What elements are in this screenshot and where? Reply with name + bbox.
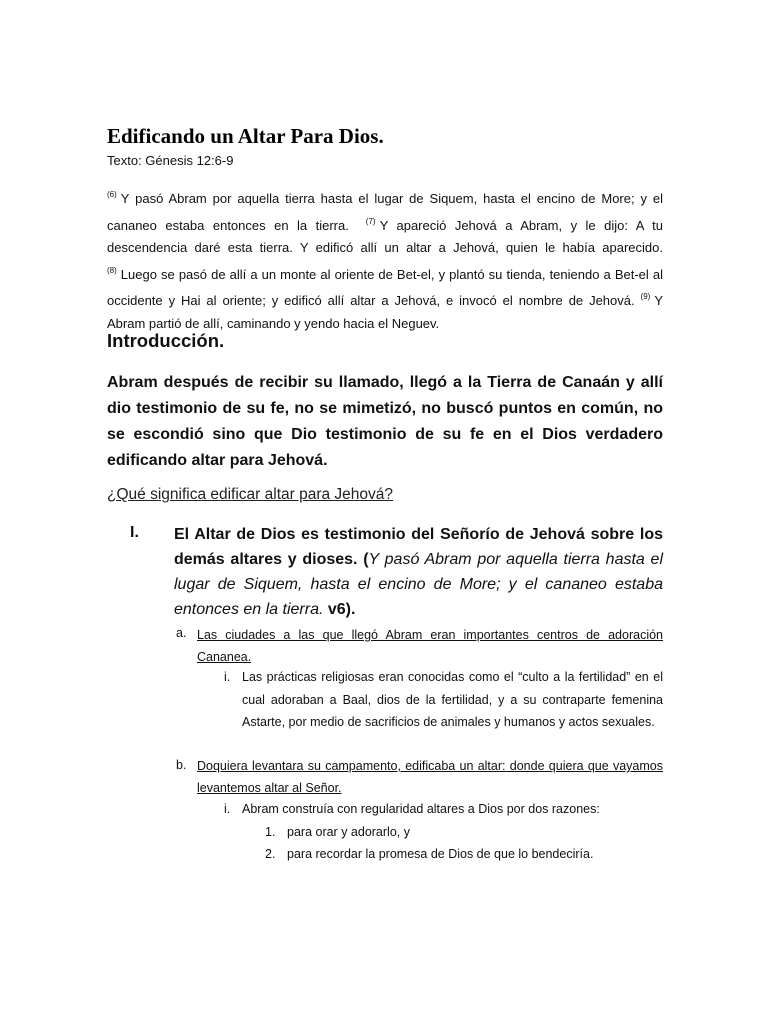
sub-a-i-text: Las prácticas religiosas eran conocidas como el “culto a la fertilidad” en el cual adoraban a Baal, dios de la fertilidad, y a su contraparte femenina Astarte, por medio de sacrificios de animales y humanos y actos sexuales.: [242, 670, 663, 729]
list-item-text: para orar y adorarlo, y: [287, 825, 410, 839]
verse-number: (9): [640, 292, 651, 301]
sub-a-label: a.: [176, 626, 187, 640]
list-item-text: para recordar la promesa de Dios de que lo bendeciría.: [287, 847, 594, 861]
verse-text: Y apareció Jehová a Abram, y le dijo: A tu descendencia daré esta tierra. Y edificó allí un altar a Jehová, quien le había aparecido.: [107, 217, 663, 255]
sub-b-text: Doquiera levantara su campamento, edificaba un altar: donde quiera que vayamos levantemos altar al Señor.: [197, 759, 663, 795]
document-title: Edificando un Altar Para Dios.: [107, 124, 384, 148]
point-italic-text: Y pasó Abram por aquella tierra hasta el lugar de Siquem, hasta el encino de More; y el cananeo estaba entonces en la tierra.: [174, 551, 663, 618]
intro-heading: Introducción.: [107, 330, 225, 351]
sub-a-i-label: i.: [224, 670, 231, 684]
verse-text: Y pasó Abram por aquella tierra hasta el lugar de Siquem, hasta el encino de More; y el cananeo estaba entonces en la tierra.: [107, 191, 663, 233]
point-bold-text: El Altar de Dios es testimonio del Señorío de Jehová sobre los demás altares y dioses. (: [174, 526, 663, 568]
text-reference: Texto: Génesis 12:6-9: [107, 153, 234, 168]
verse-number: (7): [365, 216, 376, 226]
sub-b-i-label: i.: [224, 802, 231, 816]
list-item-number: 1.: [265, 825, 276, 839]
verse-text: Luego se pasó de allí a un monte al oriente de Bet-el, y plantó su tienda, teniendo a Bet-el al occidente y Hai al oriente; y edificó allí altar a Jehová, e invocó el nombre de Jehová.: [107, 266, 663, 308]
sub-b-i-text: Abram construía con regularidad altares a Dios por dos razones:: [242, 802, 600, 816]
scripture-passage: [107, 184, 663, 335]
verse-number: (8): [107, 265, 117, 275]
verse-number: (6): [107, 190, 117, 199]
intro-paragraph: Abram después de recibir su llamado, llegó a la Tierra de Canaán y allí dio testimonio de su fe, no se mimetizó, no buscó puntos en común, no se escondió sino que Dio testimonio de su fe en el Dios verdadero edificando altar para Jehová.: [107, 374, 663, 469]
sub-a-text: Las ciudades a las que llegó Abram eran importantes centros de adoración Cananea.: [197, 628, 663, 664]
sub-b-label: b.: [176, 758, 187, 772]
list-item-number: 2.: [265, 847, 276, 861]
section-question: ¿Qué significa edificar altar para Jehová?: [107, 486, 394, 503]
point-verse-ref: v6).: [327, 601, 356, 618]
point-heading: [174, 522, 663, 622]
verse-text: Y Abram partió de allí, caminando y yendo hacia el Neguev.: [107, 293, 663, 331]
point-number: I.: [130, 524, 139, 541]
